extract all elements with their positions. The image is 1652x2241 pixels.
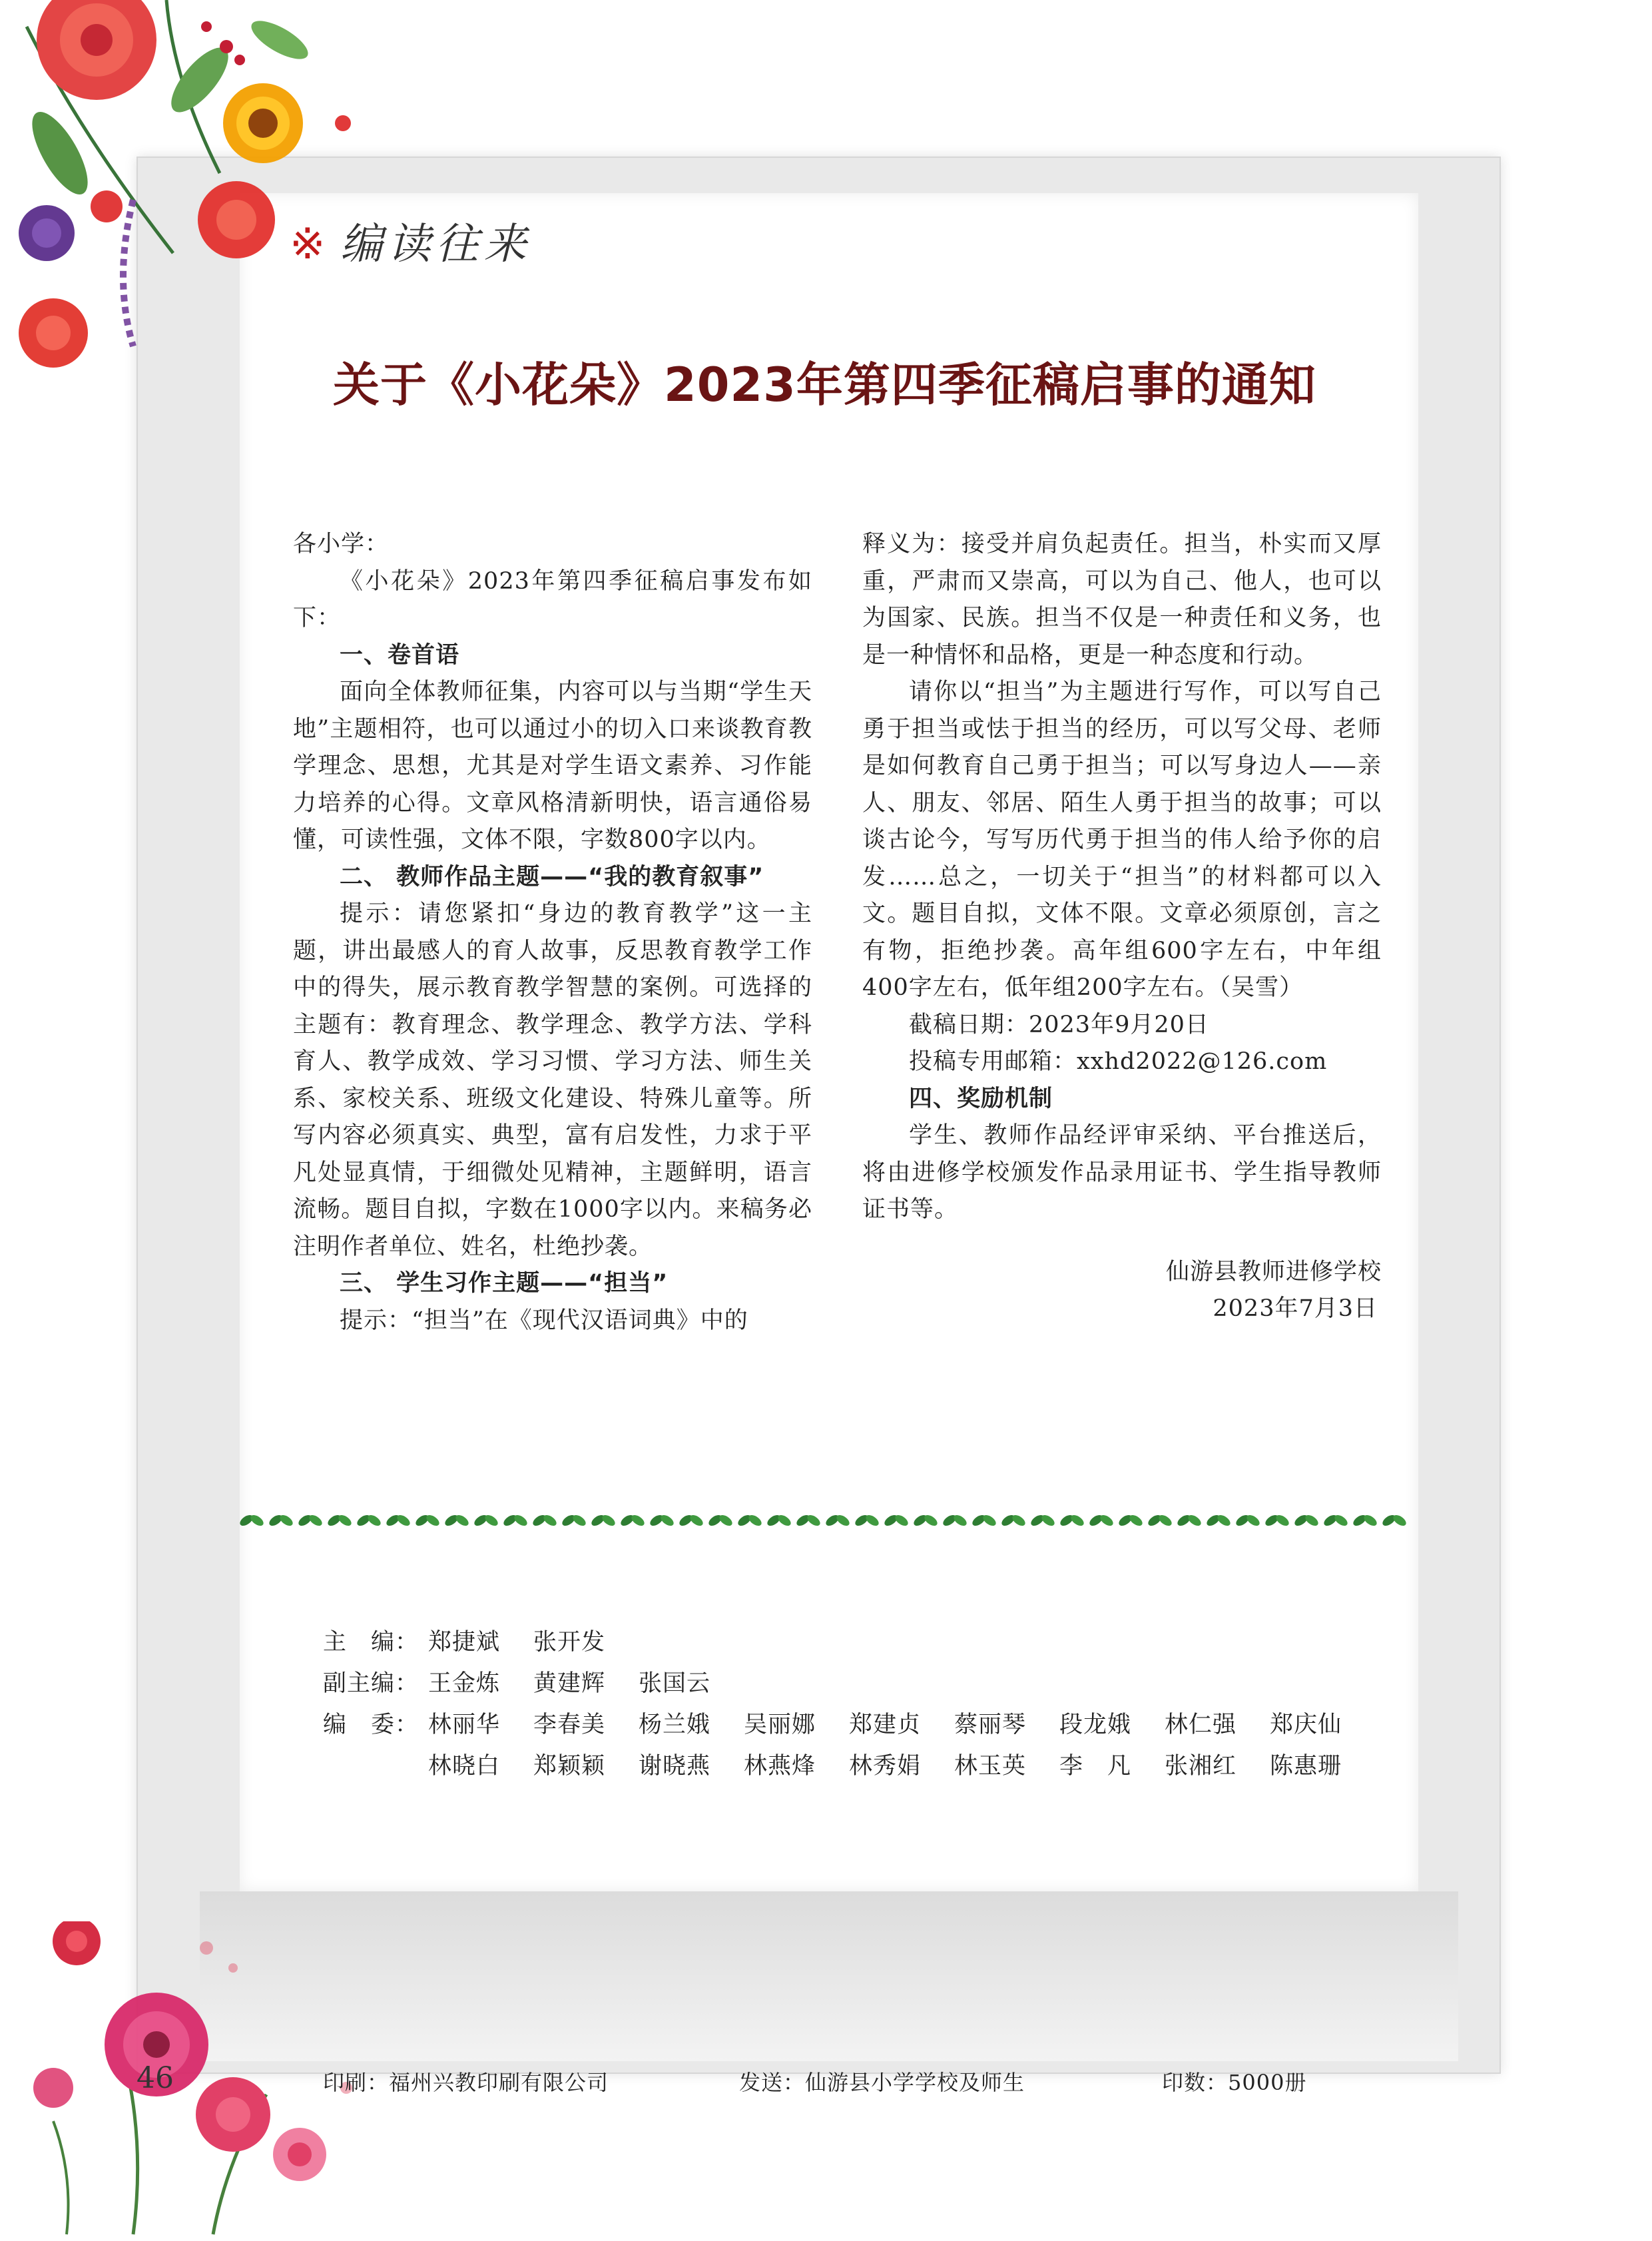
staff-name: 段龙娥	[1059, 1712, 1132, 1738]
paragraph-rewards: 学生、教师作品经评审采纳、平台推送后，将由进修学校颁发作品录用证书、学生指导教师证书等。	[862, 1122, 1382, 1223]
submission-email: 投稿专用邮箱：xxhd2022@126.com	[909, 1048, 1328, 1075]
staff-name: 林丽华	[428, 1712, 501, 1738]
intro-paragraph: 《小花朵》2023年第四季征稿启事发布如下：	[293, 567, 812, 631]
signature-org: 仙游县教师进修学校	[1165, 1258, 1382, 1285]
staff-name: 林燕烽	[744, 1753, 816, 1779]
staff-name: 郑庆仙	[1270, 1712, 1342, 1738]
staff-role-label: 主 编：	[323, 1629, 419, 1656]
left-column	[293, 526, 812, 1339]
signature-date: 2023年7月3日	[1213, 1295, 1378, 1322]
staff-name: 黄建辉	[533, 1670, 606, 1697]
staff-role-label: 编 委：	[323, 1712, 419, 1738]
staff-name: 林仁强	[1165, 1712, 1237, 1738]
staff-name: 王金炼	[428, 1670, 501, 1697]
salutation: 各小学：	[293, 531, 390, 557]
staff-name: 吴丽娜	[744, 1712, 816, 1738]
staff-name: 张国云	[639, 1670, 711, 1697]
staff-names	[428, 1704, 1402, 1787]
staff-name: 郑捷斌	[428, 1629, 501, 1656]
footer-distribution: 发送：仙游县小学学校及师生	[739, 2070, 1025, 2095]
staff-name: 张开发	[533, 1629, 606, 1656]
staff-name: 谢晓燕	[639, 1753, 711, 1779]
page-number: 46	[137, 2061, 174, 2095]
paragraph-foreword: 面向全体教师征集，内容可以与当期“学生天地”主题相符，也可以通过小的切入口来谈教育教学理念、思想，尤其是对学生语文素养、习作能力培养的心得。文章风格清新明快，语言通俗易懂，可读性强，文体不限，字数800字以内。	[293, 679, 812, 853]
staff-name: 林秀娟	[849, 1753, 922, 1779]
staff-row-deputy	[323, 1663, 1402, 1704]
section-tag	[290, 210, 532, 271]
right-column	[862, 526, 1382, 1328]
reference-mark-icon: ※	[290, 220, 331, 269]
staff-row-board	[323, 1704, 1402, 1787]
staff-name: 蔡丽琴	[954, 1712, 1027, 1738]
staff-name: 张湘红	[1165, 1753, 1237, 1779]
staff-name: 郑建贞	[849, 1712, 922, 1738]
staff-name: 郑颖颖	[533, 1753, 606, 1779]
staff-row-chief	[323, 1622, 1402, 1663]
staff-name: 李 凡	[1059, 1753, 1132, 1779]
paragraph-student-theme-cont: 释义为：接受并肩负起责任。担当，朴实而又厚重，严肃而又崇高，可以为自己、他人，也可以为国家、民族。担当不仅是一种责任和义务，也是一种情怀和品格，更是一种态度和行动。	[862, 531, 1382, 669]
staff-name: 陈惠珊	[1270, 1753, 1342, 1779]
staff-name: 林晓白	[428, 1753, 501, 1779]
section-name: 编读往来	[340, 220, 532, 269]
heading-foreword: 一、卷首语	[340, 641, 460, 669]
footer-print-run: 印数：5000册	[1162, 2070, 1307, 2095]
heading-student-theme: 三、 学生习作主题——“担当”	[340, 1270, 669, 1297]
staff-role-label: 副主编：	[323, 1670, 419, 1697]
staff-name: 李春美	[533, 1712, 606, 1738]
heading-teacher-theme: 二、 教师作品主题——“我的教育叙事”	[340, 863, 764, 890]
paragraph-teacher-theme: 提示：请您紧扣“身边的教育教学”这一主题，讲出最感人的育人故事，反思教育教学工作中的得失，展示教育教学智慧的案例。可选择的主题有：教育理念、教学理念、教学方法、学科育人、教学成效、学习习惯、学习方法、师生关系、家校关系、班级文化建设、特殊儿童等。所写内容必须真实、典型，富有启发性，力求于平凡处显真情，于细微处见精神，主题鲜明，语言流畅。题目自拟，字数在1000字以内。来稿务必注明作者单位、姓名，杜绝抄袭。	[293, 900, 812, 1260]
leaf-divider-icon	[240, 1510, 1418, 1530]
deadline: 截稿日期：2023年9月20日	[909, 1011, 1209, 1038]
staff-list	[323, 1622, 1402, 1787]
staff-name: 林玉英	[954, 1753, 1027, 1779]
staff-name: 杨兰娥	[639, 1712, 711, 1738]
paragraph-writing-prompt: 请你以“担当”为主题进行写作，可以写自己勇于担当或怯于担当的经历，可以写父母、老师是如何教育自己勇于担当；可以写身边人——亲人、朋友、邻居、陌生人勇于担当的故事；可以谈古论今，写写历代勇于担当的伟人给予你的启发……总之，一切关于“担当”的材料都可以入文。题目自拟，文体不限。文章必须原创，言之有物，拒绝抄袭。高年组600字左右，中年组400字左右，低年组200字左右。（吴雪）	[862, 679, 1382, 1001]
page-title: 关于《小花朵》2023年第四季征稿启事的通知	[333, 358, 1316, 412]
footer-printer: 印刷：福州兴教印刷有限公司	[323, 2070, 609, 2095]
paragraph-student-theme: 提示：“担当”在《现代汉语词典》中的	[340, 1307, 748, 1334]
heading-rewards: 四、奖励机制	[909, 1085, 1053, 1112]
staff-names	[428, 1622, 1402, 1663]
staff-names	[428, 1663, 1402, 1704]
